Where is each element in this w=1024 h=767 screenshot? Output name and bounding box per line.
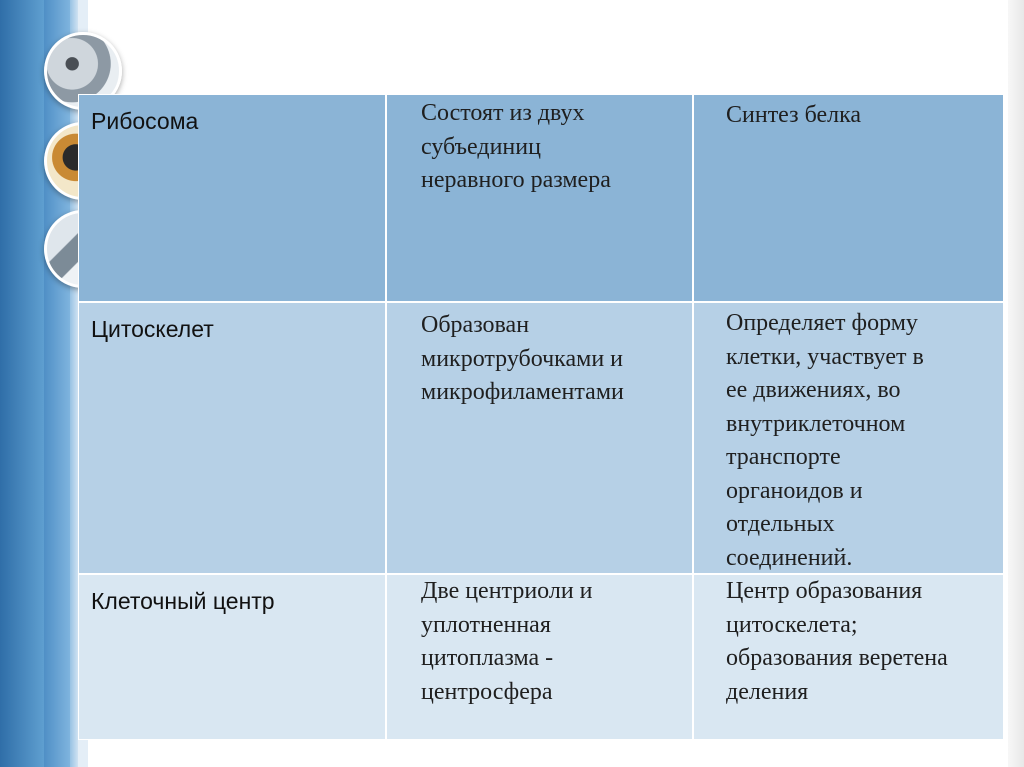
- organelle-structure: Две центриоли и уплотненная цитоплазма - центросфера: [421, 578, 593, 705]
- table-cell-function: [693, 574, 1004, 740]
- table-cell-function: [693, 302, 1004, 574]
- sidebar-stripe-light: [44, 0, 70, 767]
- table-cell-name: [78, 302, 386, 574]
- table-cell-function: [693, 94, 1004, 302]
- organelle-name: Рибосома: [91, 108, 199, 134]
- organelle-structure: Образован микротрубочками и микрофиламентами: [421, 312, 624, 405]
- table-cell-structure: [386, 94, 693, 302]
- organelle-function: Определяет форму клетки, участвует в ее движениях, во внутриклеточном транспорте органоидов и отдельных соединений.: [726, 310, 924, 571]
- organelle-name: Клеточный центр: [91, 588, 275, 614]
- organelle-function: Центр образования цитоскелета; образования веретена деления: [726, 578, 948, 705]
- organelle-table: [78, 94, 1004, 740]
- sidebar-stripe: [0, 0, 44, 767]
- organelle-name: Цитоскелет: [91, 316, 214, 342]
- sidebar-stripe-pale: [70, 0, 78, 767]
- table-cell-name: [78, 574, 386, 740]
- table-cell-name: [78, 94, 386, 302]
- table-cell-structure: [386, 574, 693, 740]
- table-cell-structure: [386, 302, 693, 574]
- organelle-structure: Состоят из двух субъединиц неравного размера: [421, 100, 611, 193]
- right-edge-shade: [1008, 0, 1024, 767]
- organelle-function: Синтез белка: [726, 102, 862, 128]
